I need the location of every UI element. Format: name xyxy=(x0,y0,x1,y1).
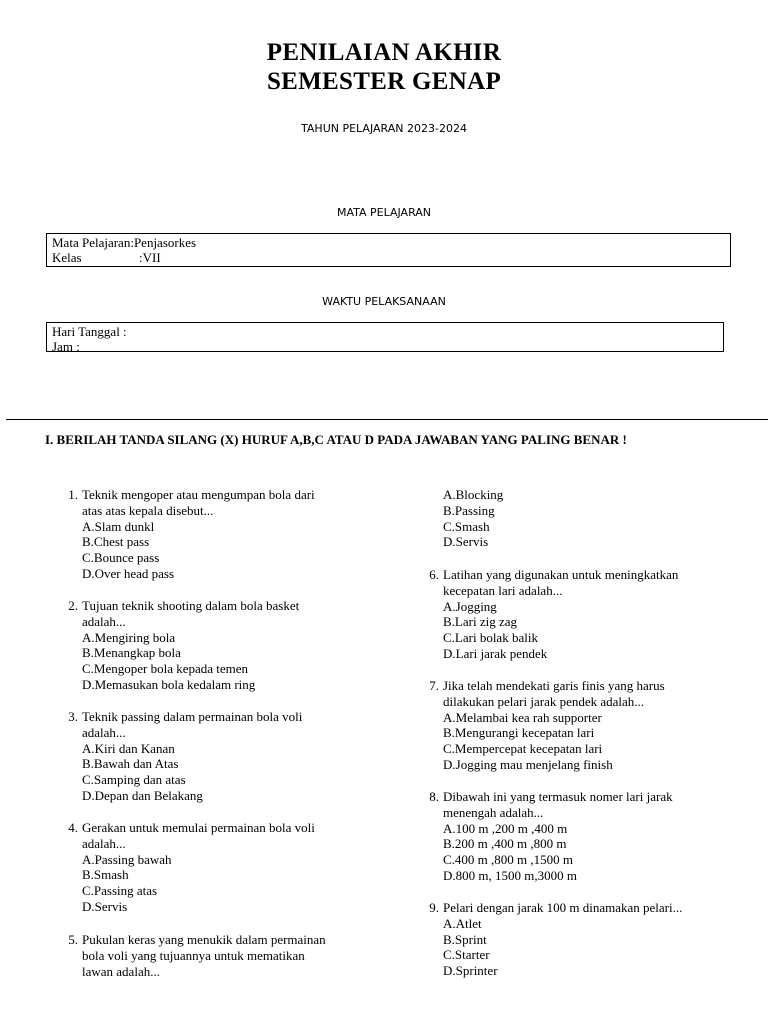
class-value: :VII xyxy=(139,250,161,265)
option-b[interactable]: B.200 m ,400 m ,800 m xyxy=(443,836,567,852)
option-c[interactable]: C.Mempercepat kecepatan lari xyxy=(443,741,603,757)
option-b[interactable]: B.Smash xyxy=(82,867,129,883)
subject-heading: MATA PELAJARAN xyxy=(336,206,432,219)
question-text: atas atas kepala disebut... xyxy=(82,502,214,518)
option-a[interactable]: A.Atlet xyxy=(443,915,482,931)
option-a[interactable]: A.Blocking xyxy=(443,487,504,502)
option-c[interactable]: C.400 m ,800 m ,1500 m xyxy=(443,852,574,868)
option-a[interactable]: A.Jogging xyxy=(443,598,497,614)
option-c[interactable]: C.Passing atas xyxy=(82,883,158,899)
question-text: adalah... xyxy=(82,835,126,851)
question-text: Pelari dengan jarak 100 m dinamakan pelari... xyxy=(443,900,683,915)
option-a[interactable]: A.Slam dunkl xyxy=(82,518,155,534)
option-d[interactable]: D.Lari jarak pendek xyxy=(443,645,548,661)
question-number: 7. xyxy=(429,678,439,693)
subject-row xyxy=(52,235,730,250)
date-label: Hari Tanggal : xyxy=(52,324,127,339)
question-number: 5. xyxy=(68,932,78,947)
question-text: Teknik mengoper atau mengumpan bola dari xyxy=(82,487,315,502)
subject-box xyxy=(46,233,731,267)
option-b[interactable]: B.Chest pass xyxy=(82,534,150,550)
option-b[interactable]: B.Bawah dan Atas xyxy=(82,756,179,772)
page-title-line-2: SEMESTER GENAP xyxy=(266,68,502,95)
instruction-heading: I. BERILAH TANDA SILANG (X) HURUF A,B,C ATAU D PADA JAWABAN YANG PALING BENAR ! xyxy=(45,432,627,447)
question-number: 9. xyxy=(429,900,439,915)
question-text: Gerakan untuk memulai permainan bola voli xyxy=(82,820,315,835)
question-text: menengah adalah... xyxy=(443,804,544,820)
hour-label: Jam : xyxy=(52,339,80,354)
option-c[interactable]: C.Mengoper bola kepada temen xyxy=(82,661,249,677)
question-number: 2. xyxy=(68,598,78,613)
question-number: 3. xyxy=(68,709,78,724)
option-d[interactable]: D.Depan dan Belakang xyxy=(82,787,203,803)
option-b[interactable]: B.Menangkap bola xyxy=(82,645,181,661)
subject-value: Penjasorkes xyxy=(133,235,197,250)
option-a[interactable]: A.Melambai kea rah supporter xyxy=(443,709,602,725)
question-text: Dibawah ini yang termasuk nomer lari jarak xyxy=(443,789,673,804)
question-number: 1. xyxy=(68,487,78,502)
question-text: Teknik passing dalam permainan bola voli xyxy=(82,709,303,724)
question-number: 8. xyxy=(429,789,439,804)
option-c[interactable]: C.Bounce pass xyxy=(82,550,160,566)
option-a[interactable]: A.Mengiring bola xyxy=(82,629,176,645)
option-c[interactable]: C.Smash xyxy=(443,518,490,534)
divider xyxy=(6,419,768,420)
question-text: lawan adalah... xyxy=(82,963,160,979)
option-c[interactable]: C.Lari bolak balik xyxy=(443,630,538,646)
academic-year: TAHUN PELAJARAN 2023-2024 xyxy=(301,122,467,135)
option-d[interactable]: D.Sprinter xyxy=(443,963,498,979)
question-number: 6. xyxy=(429,567,439,582)
option-a[interactable]: A.Kiri dan Kanan xyxy=(82,740,175,756)
question-text: Pukulan keras yang menukik dalam permainan xyxy=(82,932,326,947)
question-text: Jika telah mendekati garis finis yang harus xyxy=(443,678,665,693)
question-text: Latihan yang digunakan untuk meningkatkan xyxy=(443,567,679,582)
option-b[interactable]: B.Mengurangi kecepatan lari xyxy=(443,725,595,741)
option-d[interactable]: D.Memasukan bola kedalam ring xyxy=(82,676,256,692)
option-c[interactable]: C.Samping dan atas xyxy=(82,772,186,788)
page-title-line-1: PENILAIAN AKHIR xyxy=(266,39,502,66)
option-a[interactable]: A.100 m ,200 m ,400 m xyxy=(443,820,568,836)
option-d[interactable]: D.Servis xyxy=(443,534,489,550)
option-d[interactable]: D.Over head pass xyxy=(82,565,175,581)
question-text: bola voli yang tujuannya untuk mematikan xyxy=(82,947,305,963)
option-b[interactable]: B.Lari zig zag xyxy=(443,614,517,630)
question-text: Tujuan teknik shooting dalam bola basket xyxy=(82,598,300,613)
subject-label: Mata Pelajaran: xyxy=(52,235,134,250)
option-b[interactable]: B.Passing xyxy=(443,502,495,518)
class-row xyxy=(52,250,730,265)
class-label: Kelas xyxy=(52,250,82,265)
question-text: kecepatan lari adalah... xyxy=(443,582,563,598)
option-b[interactable]: B.Sprint xyxy=(443,931,487,947)
option-d[interactable]: D.Servis xyxy=(82,898,128,914)
option-c[interactable]: C.Starter xyxy=(443,947,490,963)
question-text: adalah... xyxy=(82,613,126,629)
time-box xyxy=(46,322,724,352)
option-d[interactable]: D.Jogging mau menjelang finish xyxy=(443,756,613,772)
option-a[interactable]: A.Passing bawah xyxy=(82,851,172,867)
option-d[interactable]: D.800 m, 1500 m,3000 m xyxy=(443,867,577,883)
question-number: 4. xyxy=(68,820,78,835)
time-heading: WAKTU PELAKSANAAN xyxy=(322,295,446,308)
question-text: adalah... xyxy=(82,724,126,740)
question-text: dilakukan pelari jarak pendek adalah... xyxy=(443,693,645,709)
